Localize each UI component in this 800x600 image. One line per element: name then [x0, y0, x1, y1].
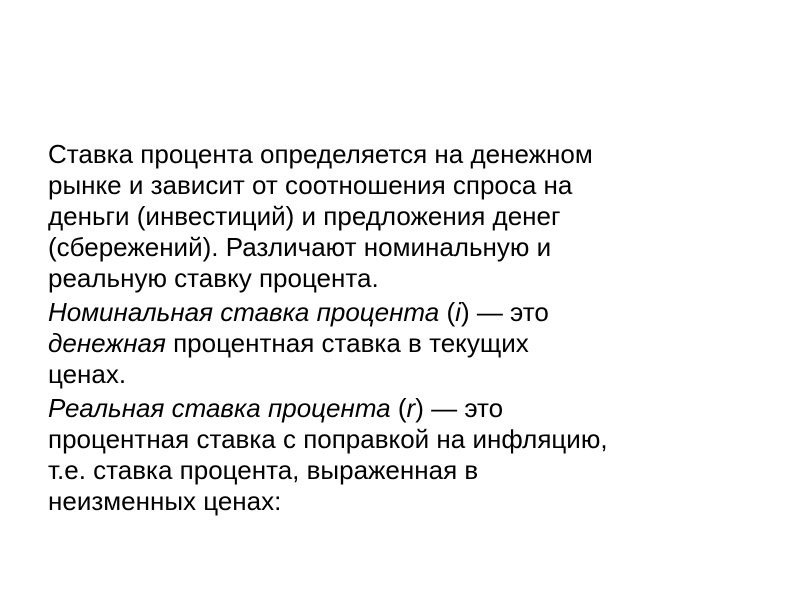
paragraph-real-rate: [48, 393, 768, 517]
text-line: [48, 393, 768, 424]
text-line: [48, 328, 768, 359]
text-line: неизменных ценах:: [48, 486, 282, 516]
text-line: т.е. ставка процента, выраженная в: [48, 455, 479, 485]
real-rate-symbol: r: [406, 393, 416, 423]
slide-text-body: [48, 139, 768, 520]
paragraph-nominal-rate: [48, 297, 768, 390]
text-line: ценах.: [48, 359, 127, 389]
text-line: процентная ставка с поправкой на инфляцию,: [48, 424, 608, 454]
real-rate-term: Реальная ставка процента: [48, 393, 391, 423]
text-line: Ставка процента определяется на денежном: [48, 139, 593, 169]
text-fragment: процентная ставка в текущих: [165, 328, 529, 358]
paren-close-dash: ) — это: [415, 393, 504, 423]
paren-open: (: [390, 393, 407, 423]
text-line: деньги (инвестиций) и предложения денег: [48, 201, 561, 231]
paren-open: (: [439, 297, 456, 327]
text-line: рынке и зависит от соотношения спроса на: [48, 170, 573, 200]
monetary-word: денежная: [48, 328, 166, 358]
nominal-rate-symbol: i: [455, 297, 461, 327]
text-line: реальную ставку процента.: [48, 263, 379, 293]
text-line: (сбережений). Различают номинальную и: [48, 232, 552, 262]
paragraph-interest-rate-definition: [48, 139, 768, 294]
text-line: [48, 297, 768, 328]
nominal-rate-term: Номинальная ставка процента: [48, 297, 440, 327]
paren-close-dash: ) — это: [460, 297, 549, 327]
